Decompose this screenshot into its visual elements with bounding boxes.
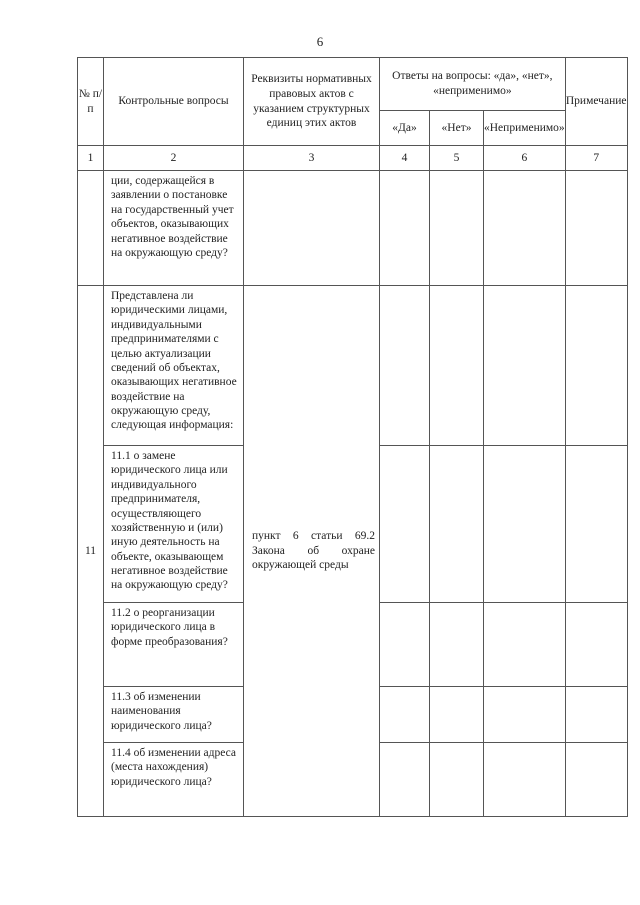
item-number: 11 bbox=[78, 286, 104, 817]
answer-no-cell bbox=[430, 743, 484, 817]
note-cell bbox=[565, 171, 627, 286]
page-number: 6 bbox=[316, 34, 324, 49]
answer-yes-cell bbox=[380, 171, 430, 286]
answer-yes-cell bbox=[380, 687, 430, 743]
header-col-requisites: Реквизиты нормативных правовых актов с указанием структурных единиц этих актов bbox=[244, 58, 380, 146]
column-index: 1 bbox=[78, 146, 104, 171]
note-cell bbox=[565, 743, 627, 817]
note-cell bbox=[565, 603, 627, 687]
answer-na-cell bbox=[484, 603, 566, 687]
column-index: 6 bbox=[484, 146, 566, 171]
answer-yes-cell bbox=[380, 603, 430, 687]
answer-na-cell bbox=[484, 286, 566, 446]
answer-no-cell bbox=[430, 286, 484, 446]
table-row-item-11 bbox=[78, 286, 628, 446]
table-row-continuation bbox=[78, 171, 628, 286]
column-index-row bbox=[78, 146, 628, 171]
header-row-top bbox=[78, 58, 628, 111]
item-question: Представлена ли юридическими лицами, индивидуальными предпринимателями с целью актуализации сведений об объектах, оказывающих негативное воздействие на окружающую среду, следующая информация: bbox=[104, 286, 244, 446]
note-cell bbox=[565, 446, 627, 603]
answer-na-cell bbox=[484, 687, 566, 743]
note-cell bbox=[565, 687, 627, 743]
column-index: 2 bbox=[104, 146, 244, 171]
header-col-answers: Ответы на вопросы: «да», «нет», «неприменимо» bbox=[380, 58, 566, 111]
header-col-na: «Неприменимо» bbox=[484, 111, 566, 146]
answer-no-cell bbox=[430, 687, 484, 743]
continuation-question: ции, содержащейся в заявлении о постановке на государственный учет объектов, оказывающих негативное воздействие на окружающую среду? bbox=[104, 171, 244, 286]
answer-na-cell bbox=[484, 446, 566, 603]
column-index: 3 bbox=[244, 146, 380, 171]
empty-cell bbox=[78, 171, 104, 286]
answer-na-cell bbox=[484, 743, 566, 817]
sub-question-11-1: 11.1 о замене юридического лица или индивидуального предпринимателя, осуществляющего хозяйственную и (или) иную деятельность на объекте, оказывающем негативное воздействие на окружающую среду? bbox=[104, 446, 244, 603]
header-col-number: № п/п bbox=[78, 58, 104, 146]
column-index: 5 bbox=[430, 146, 484, 171]
answer-na-cell bbox=[484, 171, 566, 286]
column-index: 4 bbox=[380, 146, 430, 171]
sub-question-11-3: 11.3 об изменении наименования юридического лица? bbox=[104, 687, 244, 743]
answer-no-cell bbox=[430, 171, 484, 286]
answer-yes-cell bbox=[380, 743, 430, 817]
empty-cell bbox=[244, 171, 380, 286]
sub-question-11-4: 11.4 об изменении адреса (места нахождения) юридического лица? bbox=[104, 743, 244, 817]
answer-yes-cell bbox=[380, 446, 430, 603]
header-col-no: «Нет» bbox=[430, 111, 484, 146]
header-col-note: Примечание bbox=[565, 58, 627, 146]
header-col-yes: «Да» bbox=[380, 111, 430, 146]
answer-no-cell bbox=[430, 603, 484, 687]
header-col-questions: Контрольные вопросы bbox=[104, 58, 244, 146]
checklist-table bbox=[77, 57, 628, 817]
answer-yes-cell bbox=[380, 286, 430, 446]
answer-no-cell bbox=[430, 446, 484, 603]
column-index: 7 bbox=[565, 146, 627, 171]
item-requisites: пункт 6 статьи 69.2 Закона об охране окружающей среды bbox=[244, 286, 380, 817]
sub-question-11-2: 11.2 о реорганизации юридического лица в форме преобразования? bbox=[104, 603, 244, 687]
note-cell bbox=[565, 286, 627, 446]
